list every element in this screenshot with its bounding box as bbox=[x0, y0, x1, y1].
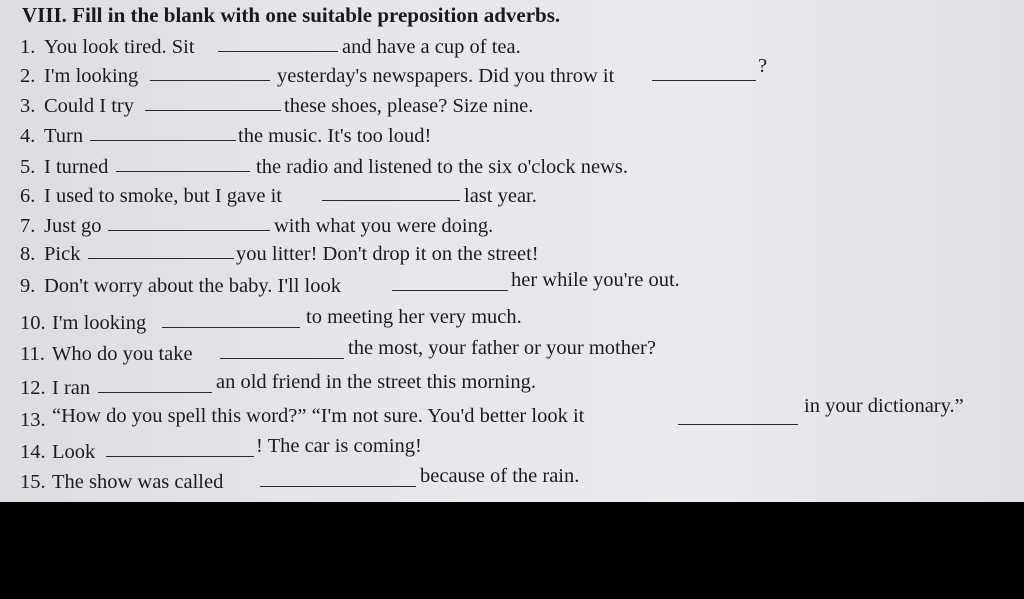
answer-blank[interactable] bbox=[220, 340, 344, 359]
exercise-item-14 bbox=[20, 435, 460, 466]
item-number: 3. bbox=[20, 95, 36, 117]
item-number: 13. bbox=[20, 409, 46, 431]
item-text: the music. It's too loud! bbox=[238, 125, 432, 147]
black-bottom-area bbox=[0, 502, 1024, 599]
item-text: You look tired. Sit bbox=[44, 36, 195, 58]
answer-blank[interactable] bbox=[106, 438, 254, 457]
item-text: the most, your father or your mother? bbox=[348, 337, 656, 359]
exercise-item-15 bbox=[20, 465, 620, 496]
exercise-item-6 bbox=[20, 182, 560, 210]
item-number: 2. bbox=[20, 65, 36, 87]
item-text: Look bbox=[52, 441, 96, 463]
answer-blank[interactable] bbox=[108, 212, 270, 231]
exercise-heading: VIII. Fill in the blank with one suitable preposition adverbs. bbox=[22, 3, 561, 27]
exercise-item-2 bbox=[20, 55, 780, 90]
exercise-item-12 bbox=[20, 371, 600, 402]
item-number: 15. bbox=[20, 471, 46, 493]
answer-blank[interactable] bbox=[322, 182, 460, 201]
exercise-item-4 bbox=[20, 122, 480, 150]
item-text: I turned bbox=[44, 156, 109, 178]
item-text: I'm looking bbox=[44, 65, 139, 87]
answer-blank[interactable] bbox=[218, 33, 338, 52]
answer-blank[interactable] bbox=[98, 374, 212, 393]
item-text: ? bbox=[758, 55, 768, 77]
answer-blank[interactable] bbox=[678, 406, 798, 425]
item-number: 1. bbox=[20, 36, 36, 58]
item-text: and have a cup of tea. bbox=[342, 36, 521, 58]
item-number: 6. bbox=[20, 185, 36, 207]
exercise-item-7 bbox=[20, 212, 540, 240]
answer-blank[interactable] bbox=[162, 309, 300, 328]
item-text: The show was called bbox=[52, 471, 224, 493]
answer-blank[interactable] bbox=[392, 272, 508, 291]
item-text: Don't worry about the baby. I'll look bbox=[44, 275, 341, 297]
item-text: yesterday's newspapers. Did you throw it bbox=[277, 65, 615, 87]
item-text: because of the rain. bbox=[420, 465, 580, 487]
item-text: an old friend in the street this morning. bbox=[216, 371, 536, 393]
item-text: her while you're out. bbox=[511, 269, 680, 291]
item-text: Just go bbox=[44, 215, 102, 237]
item-number: 12. bbox=[20, 377, 46, 399]
item-number: 5. bbox=[20, 156, 36, 178]
item-text: I ran bbox=[52, 377, 91, 399]
item-number: 7. bbox=[20, 215, 36, 237]
item-text: in your dictionary.” bbox=[804, 395, 964, 417]
exercise-item-1 bbox=[20, 33, 580, 61]
answer-blank[interactable] bbox=[90, 122, 236, 141]
item-text: “How do you spell this word?” “I'm not sure. You'd better look it bbox=[52, 405, 585, 427]
item-text: Pick bbox=[44, 243, 81, 265]
item-number: 8. bbox=[20, 243, 36, 265]
exercise-item-8 bbox=[20, 240, 600, 268]
answer-blank[interactable] bbox=[116, 153, 250, 172]
exercise-item-10 bbox=[20, 306, 560, 337]
item-number: 11. bbox=[20, 343, 45, 365]
item-text: Who do you take bbox=[52, 343, 193, 365]
item-text: Could I try bbox=[44, 95, 134, 117]
answer-blank[interactable] bbox=[145, 92, 281, 111]
answer-blank[interactable] bbox=[652, 62, 756, 81]
item-text: last year. bbox=[464, 185, 537, 207]
item-text: I'm looking bbox=[52, 312, 147, 334]
item-number: 10. bbox=[20, 312, 46, 334]
item-text: with what you were doing. bbox=[274, 215, 494, 237]
exercise-item-13 bbox=[20, 395, 980, 434]
item-text: to meeting her very much. bbox=[306, 306, 522, 328]
exercise-item-5 bbox=[20, 153, 680, 181]
item-text: the radio and listened to the six o'clock news. bbox=[256, 156, 629, 178]
item-text: I used to smoke, but I gave it bbox=[44, 185, 282, 207]
exercise-item-11 bbox=[20, 337, 700, 368]
item-text: ! The car is coming! bbox=[256, 435, 422, 457]
item-text: these shoes, please? Size nine. bbox=[284, 95, 534, 117]
answer-blank[interactable] bbox=[88, 240, 234, 259]
item-number: 4. bbox=[20, 125, 36, 147]
answer-blank[interactable] bbox=[150, 62, 270, 81]
exercise-item-3 bbox=[20, 92, 580, 120]
answer-blank[interactable] bbox=[260, 468, 416, 487]
item-text: you litter! Don't drop it on the street! bbox=[236, 243, 539, 265]
item-text: Turn bbox=[44, 125, 84, 147]
item-number: 9. bbox=[20, 275, 36, 297]
exercise-item-9 bbox=[20, 269, 710, 300]
item-number: 14. bbox=[20, 441, 46, 463]
